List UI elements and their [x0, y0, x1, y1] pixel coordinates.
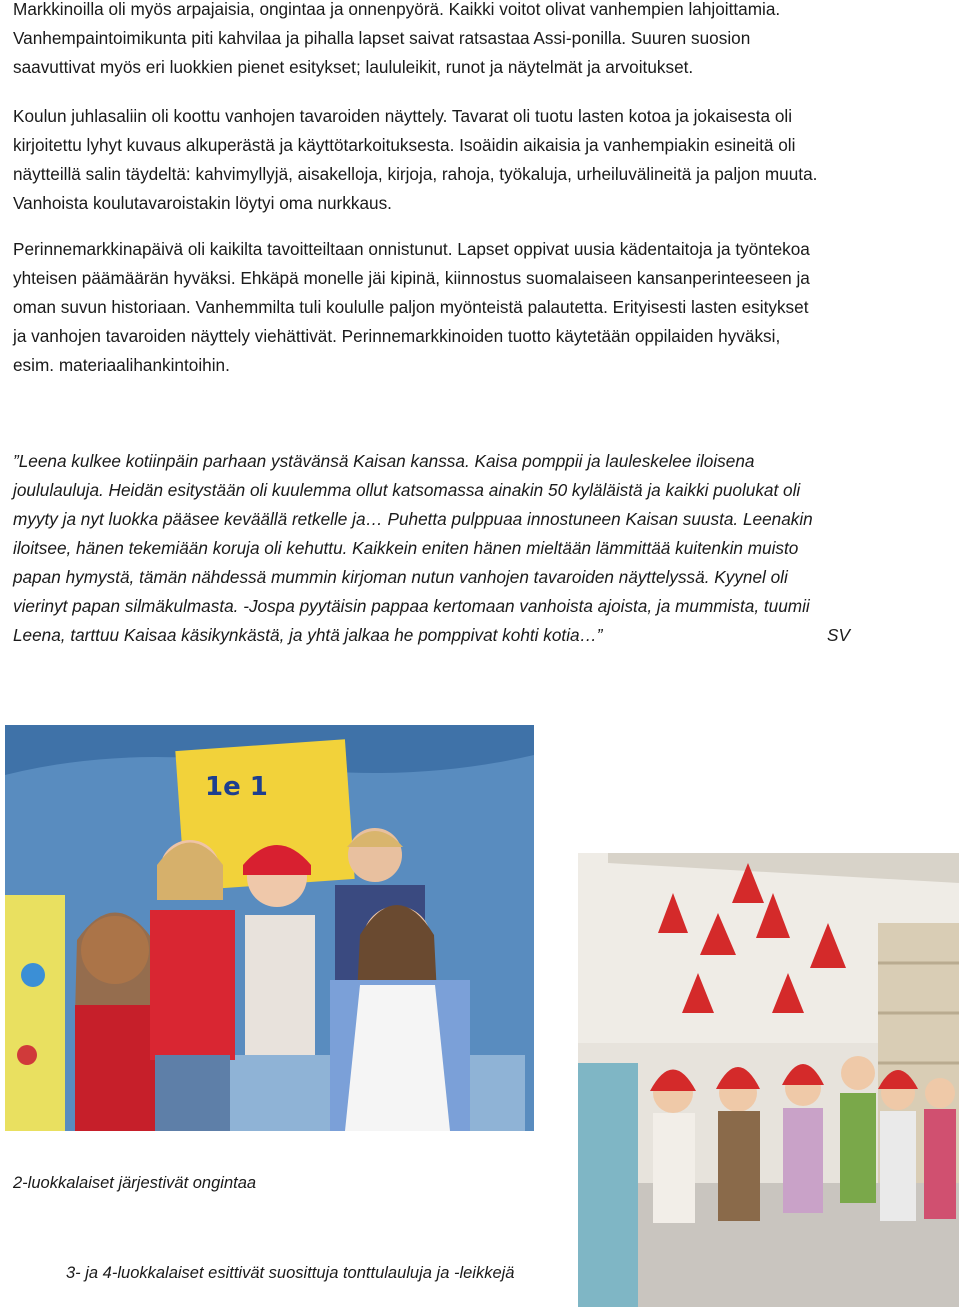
- story-last-line-text: Leena, tarttuu Kaisaa käsikynkästä, ja yhtä jalkaa he pomppivat kohti kotia…”: [13, 625, 603, 645]
- text-line: esim. materiaalihankintoihin.: [13, 355, 230, 375]
- text-line: näytteillä salin täydeltä: kahvimyllyjä, aisakelloja, kirjoja, rahoja, työkaluja, urheiluvälineitä ja paljon muuta.: [13, 164, 818, 184]
- story-line: joululauluja. Heidän esitystään oli kuulemma ollut katsomassa ainakin 50 kyläläistä ja kaikki puolukat oli: [13, 480, 801, 500]
- paragraph-market: [13, 0, 953, 82]
- text-line: saavuttivat myös eri luokkien pienet esitykset; laululeikit, runot ja näytelmät ja arvoitukset.: [13, 57, 694, 77]
- paragraph-summary: [13, 235, 953, 380]
- author-signature: SV: [827, 625, 850, 645]
- photo-fishing-game: [5, 725, 534, 1131]
- story-line: papan hymystä, tämän nähdessä mummin kirjoman nutun vanhojen tavaroiden näyttelyssä. Kyynel oli: [13, 567, 788, 587]
- story-line: [13, 621, 953, 650]
- caption-photo1: 2-luokkalaiset järjestivät ongintaa: [13, 1174, 257, 1192]
- story-quote: [13, 447, 953, 650]
- paragraph-exhibition: [13, 102, 953, 218]
- text-line: Vanhoista koulutavaroistakin löytyi oma nurkkaus.: [13, 193, 392, 213]
- text-line: Perinnemarkkinapäivä oli kaikilta tavoitteiltaan onnistunut. Lapset oppivat uusia kädentaitoja ja työntekoa: [13, 239, 810, 259]
- photo-elf-dance: [578, 853, 959, 1307]
- text-line: Koulun juhlasaliin oli koottu vanhojen tavaroiden näyttely. Tavarat oli tuotu lasten kotoa ja jokaisesta oli: [13, 106, 793, 126]
- text-line: ja vanhojen tavaroiden näyttely viehättivät. Perinnemarkkinoiden tuotto käytetään oppilaiden hyväksi,: [13, 326, 781, 346]
- story-line: iloitsee, hänen tekemiään koruja oli kehuttu. Kaikkein eniten hänen mieltään lämmittää kuitenkin muisto: [13, 538, 799, 558]
- text-line: kirjoitettu lyhyt kuvaus alkuperästä ja käyttötarkoituksesta. Isoäidin aikaisia ja vanhempiakin esineitä oli: [13, 135, 796, 155]
- text-line: oman suvun historiaan. Vanhemmilta tuli koululle paljon myönteistä palautetta. Erityisesti lasten esitykset: [13, 297, 809, 317]
- poster-text: 1e 1: [205, 772, 268, 802]
- text-line: yhteisen päämäärän hyväksi. Ehkäpä monelle jäi kipinä, kiinnostus suomalaiseen kansanperinteeseen ja: [13, 268, 810, 288]
- story-line: myyty ja nyt luokka pääsee keväällä retkelle ja… Puhetta pulppuaa innostuneen Kaisan suusta. Leenakin: [13, 509, 813, 529]
- text-line: Vanhempaintoimikunta piti kahvilaa ja pihalla lapset saivat ratsastaa Assi-ponilla. Suuren suosion: [13, 28, 751, 48]
- caption-photo2: 3- ja 4-luokkalaiset esittivät suosittuja tonttulauluja ja -leikkejä: [66, 1264, 515, 1282]
- story-line: ”Leena kulkee kotiinpäin parhaan ystävänsä Kaisan kanssa. Kaisa pomppii ja lauleskelee iloisena: [13, 451, 755, 471]
- story-line: vierinyt papan silmäkulmasta. -Jospa pyytäisin pappaa kertomaan vanhoista ajoista, ja mummista, tuumii: [13, 596, 810, 616]
- text-line: Markkinoilla oli myös arpajaisia, ongintaa ja onnenpyörä. Kaikki voitot olivat vanhempien lahjoittamia.: [13, 0, 781, 19]
